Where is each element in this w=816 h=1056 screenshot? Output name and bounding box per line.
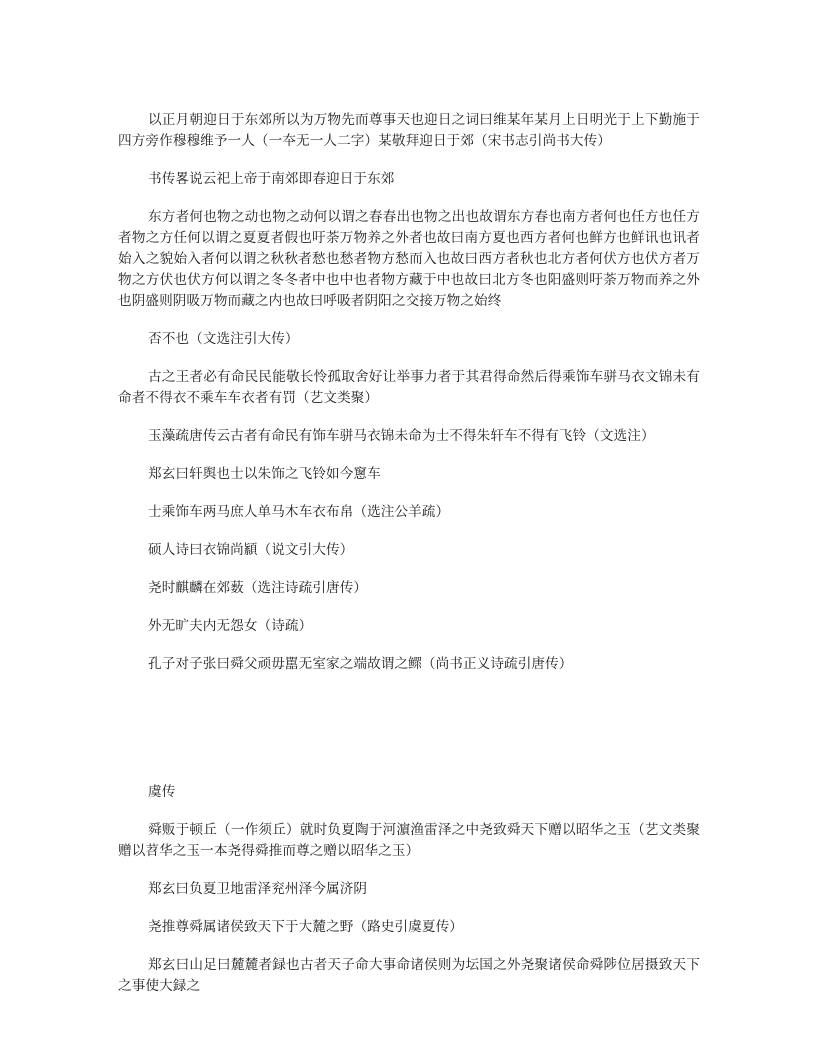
paragraph: 否不也（文选注引大传） [148, 331, 299, 347]
section-heading: 虞传 [148, 784, 176, 800]
paragraph: 尧推尊舜属诸侯致天下于大麓之野（路史引虞夏传） [148, 919, 463, 935]
paragraph: 郑玄曰负夏卫地雷泽兖州泽今属济阴 [148, 881, 368, 897]
paragraph: 士乘饰车两马庶人单马木车衣布帛（选注公羊疏） [148, 504, 450, 520]
paragraph: 玉藻疏唐传云古者有命民有饰车骈马衣锦未命为士不得朱轩车不得有飞铃（文选注） [148, 428, 655, 444]
paragraph: 尧时麒麟在郊薮（选注诗疏引唐传） [148, 580, 368, 596]
paragraph: 孔子对子张曰舜父顽毋嚚无室家之端故谓之鳏（尚书正义诗疏引唐传） [148, 656, 573, 672]
paragraph: 郑玄曰轩舆也士以朱饰之飞铃如今窻车 [148, 466, 381, 482]
paragraph: 硕人诗曰衣锦尚顈（说文引大传） [148, 542, 354, 558]
paragraph: 东方者何也物之动也物之动何以谓之春春出也物之出也故谓东方春也南方者何也任方也任方者物之方任何以谓之夏夏者假也吁荼万物养之外者也故曰南方夏也西方者何也鲜方也鲜讯也讯者始入之貌始入者何以谓之秋秋者愁也愁者物方愁而入也故曰西方者秋也北方者何伏方也伏方者万物之方伏也伏方何以谓之冬冬者中也中也者物方藏于中也故曰北方冬也阳盛则吁荼万物而养之外也阴盛则阴吸万物而藏之内也故曰呼吸者阴阳之交接万物之始终 [118, 209, 700, 309]
paragraph: 古之王者必有命民民能敬长怜孤取舍好让举事力者于其君得命然后得乘饰车骈马衣文锦未有命者不得衣不乘车车衣者有罚（艺文类聚） [118, 369, 700, 406]
paragraph: 书传畧说云祀上帝于南郊即春迎日于东郊 [148, 171, 395, 187]
document-page [118, 110, 700, 1014]
section-gap [118, 692, 700, 782]
section-one [118, 110, 700, 675]
paragraph: 舜贩于顿丘（一作须丘）就时负夏陶于河濵渔雷泽之中尧致舜天下赠以昭华之玉（艺文类聚赠以苕华之玉一本尧得舜推而尊之赠以昭华之玉） [118, 822, 700, 859]
section-two [118, 782, 700, 997]
paragraph: 以正月朝迎日于东郊所以为万物先而尊事天也迎日之词曰维某年某月上日明光于上下勤施于四方旁作穆穆维予一人（一夲无一人二字）某敬拜迎日于郊（宋书志引尚书大传） [118, 112, 700, 149]
paragraph: 郑玄曰山足曰麓麓者録也古者天子命大事命诸侯则为坛国之外尧聚诸侯命舜陟位居摄致天下之事使大録之 [118, 957, 700, 994]
paragraph: 外无旷夫内无怨女（诗疏） [148, 618, 313, 634]
